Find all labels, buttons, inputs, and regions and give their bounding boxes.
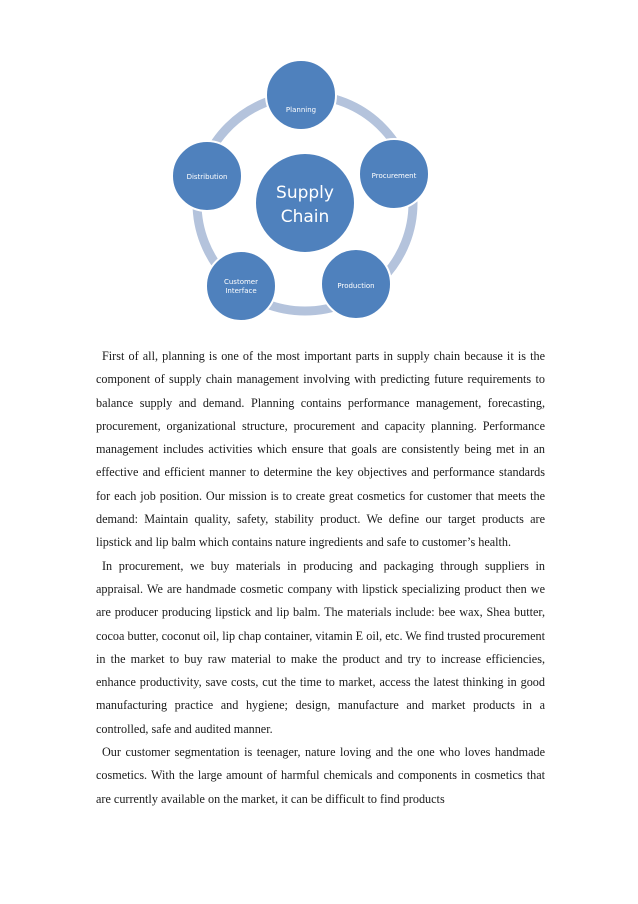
body-text	[96, 345, 545, 811]
node-procurement-label: Procurement	[371, 172, 417, 180]
node-customer-label-line1: Customer	[223, 278, 259, 286]
node-planning	[266, 60, 336, 130]
center-label-line2: Chain	[280, 207, 330, 227]
node-planning-label: Planning	[285, 106, 317, 114]
center-label-line1: Supply	[276, 183, 334, 203]
node-production-label: Production	[337, 282, 375, 290]
supply-chain-diagram	[0, 0, 638, 330]
center-node	[255, 153, 355, 253]
node-customer-label-line2: Interface	[225, 287, 257, 295]
paragraph-planning: First of all, planning is one of the most important parts in supply chain because it is the component of supply chain management involving with predicting future requirements to balance supply and demand. Planning contains performance management, forecasting, procurement, organizational structure, procurement and capacity planning. Performance management includes activities which ensure that goals are consistently being met in an effective and efficient manner to determine the key objectives and performance standards for each job position. Our mission is to create great cosmetics for customer that meets the demand: Maintain quality, safety, stability product. We define our target products are lipstick and lip balm which contains nature ingredients and safe to customer’s health.	[96, 349, 545, 550]
node-distribution-label: Distribution	[186, 173, 228, 181]
paragraph-customer-segmentation: Our customer segmentation is teenager, nature loving and the one who loves handmade cosmetics. With the large amount of harmful chemicals and components in cosmetics that are currently available on the market, it can be difficult to find products	[96, 745, 545, 806]
paragraph-procurement: In procurement, we buy materials in producing and packaging through suppliers in appraisal. We are handmade cosmetic company with lipstick specializing product then we are producer producing lipstick and lip balm. The materials include: bee wax, Shea butter, cocoa butter, coconut oil, lip chap container, vitamin E oil, etc. We find trusted procurement in the market to buy raw material to make the product and try to increase efficiencies, enhance productivity, save costs, cut the time to market, access the latest thinking in good manufacturing practice and hygiene; design, manufacture and market products in a controlled, safe and audited manner.	[96, 558, 545, 736]
node-customer-interface	[206, 251, 276, 321]
